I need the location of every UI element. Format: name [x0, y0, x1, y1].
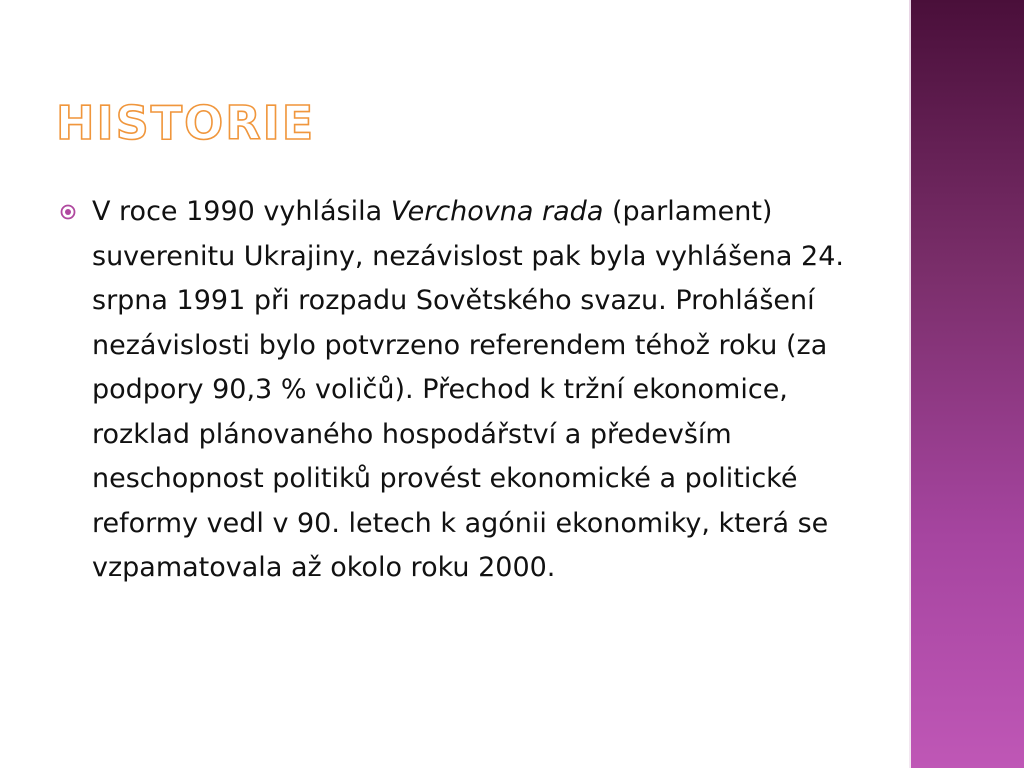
- slide-title: HISTORIE: [56, 96, 316, 150]
- decorative-sidebar: [911, 0, 1024, 768]
- bullet-text-italic: Verchovna rada: [390, 196, 604, 227]
- target-bullet-icon: [60, 204, 76, 220]
- bullet-text: [92, 190, 860, 591]
- slide-content: [60, 190, 860, 591]
- bullet-text-start: V roce 1990 vyhlásila: [92, 196, 391, 227]
- bullet-item: [60, 190, 860, 591]
- bullet-text-rest: (parlament) suverenitu Ukrajiny, nezávislost pak byla vyhlášena 24. srpna 1991 při rozpadu Sovětského svazu. Prohlášení nezávislosti bylo potvrzeno referendem téhož roku (za podpory 90,3 % voličů). Přechod k tržní ekonomice, rozklad plánovaného hospodářství a především neschopnost politiků provést ekonomické a politické reformy vedl v 90. letech k agónii ekonomiky, která se vzpamatovala až okolo roku 2000.: [92, 196, 844, 583]
